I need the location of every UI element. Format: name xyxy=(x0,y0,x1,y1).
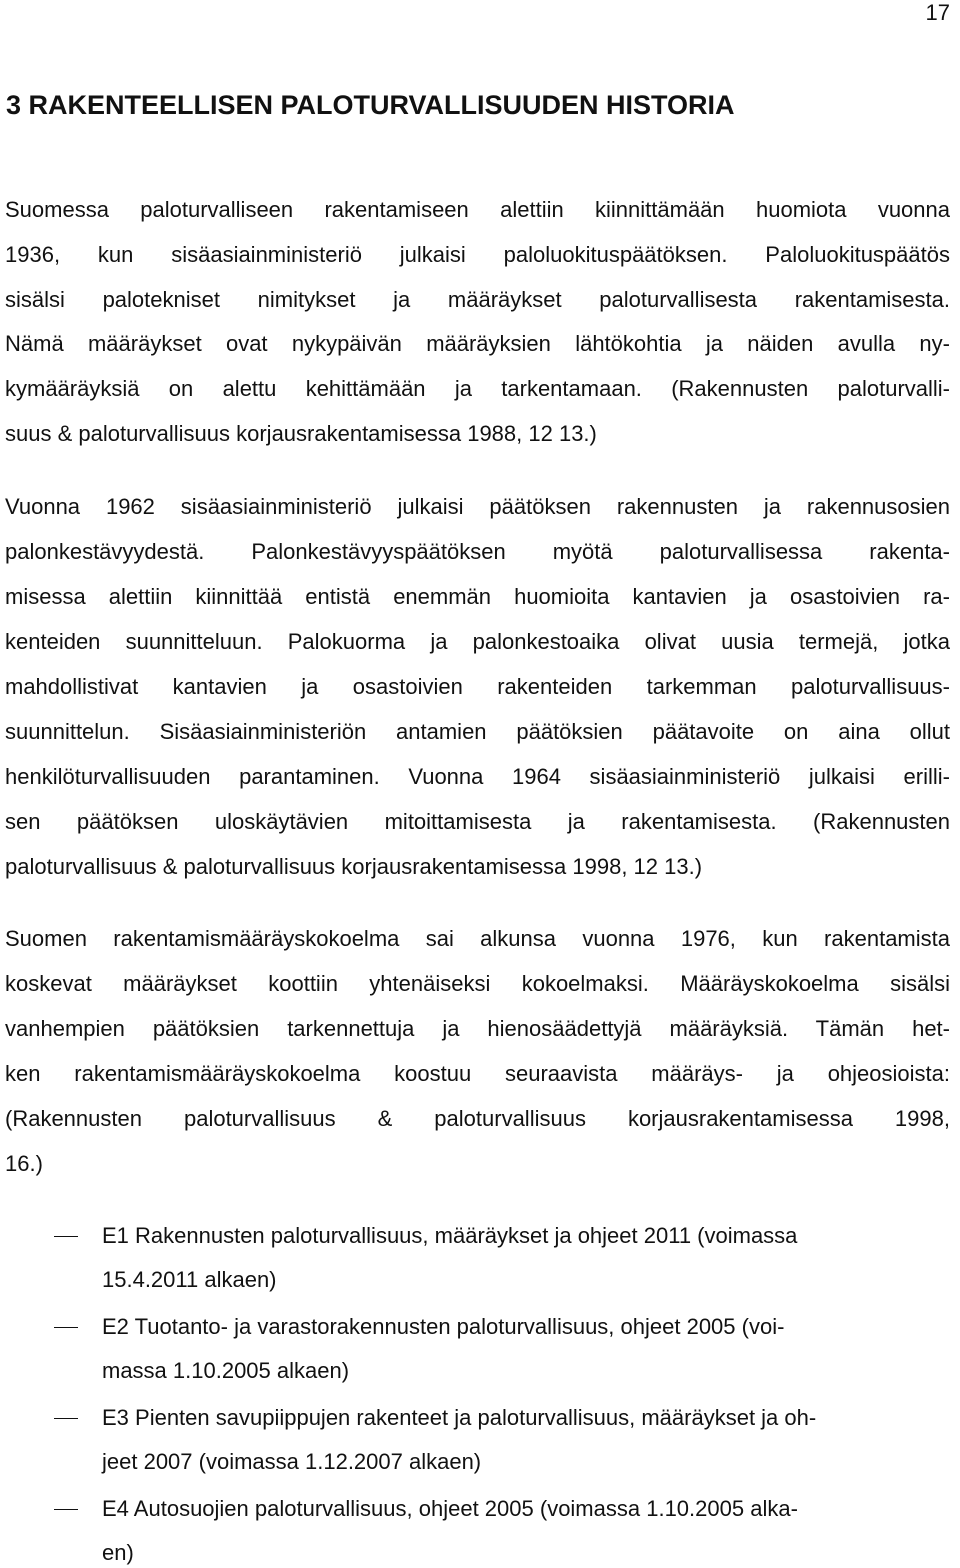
paragraph-line: suunnittelun. Sisäasiainministeriön antamien päätöksien päätavoite on aina ollut xyxy=(5,719,950,744)
paragraph-line: mahdollistivat kantavien ja osastoivien rakenteiden tarkemman paloturvallisuus- xyxy=(5,674,950,699)
paragraph-line: palonkestävyydestä. Palonkestävyyspäätöksen myötä paloturvallisessa rakenta- xyxy=(5,539,950,564)
paragraph-line: henkilöturvallisuuden parantaminen. Vuonna 1964 sisäasiainministeriö julkaisi erilli- xyxy=(5,764,950,789)
paragraph-line: Suomessa paloturvalliseen rakentamiseen alettiin kiinnittämään huomiota vuonna xyxy=(5,197,950,222)
dash-bullet-icon xyxy=(54,1509,78,1510)
paragraph-line: kymääräyksiä on alettu kehittämään ja tarkentamaan. (Rakennusten paloturvalli- xyxy=(5,376,950,401)
list-item-line: E2 Tuotanto- ja varastorakennusten paloturvallisuus, ohjeet 2005 (voi- xyxy=(102,1314,785,1339)
page-number: 17 xyxy=(925,0,950,25)
dash-bullet-icon xyxy=(54,1236,78,1237)
list-item-line: E1 Rakennusten paloturvallisuus, määräykset ja ohjeet 2011 (voimassa xyxy=(102,1223,798,1248)
list-item-line: en) xyxy=(102,1540,134,1565)
dash-bullet-icon xyxy=(54,1327,78,1328)
list-item-line: massa 1.10.2005 alkaen) xyxy=(102,1358,350,1383)
paragraph-line: kenteiden suunnitteluun. Palokuorma ja palonkestoaika olivat uusia termejä, jotka xyxy=(5,629,950,654)
paragraph-line: misessa alettiin kiinnittää entistä enemmän huomioita kantavien ja osastoivien ra- xyxy=(5,584,950,609)
paragraph-line: 1936, kun sisäasiainministeriö julkaisi paloluokituspäätöksen. Paloluokituspäätös xyxy=(5,242,950,267)
paragraph-line: paloturvallisuus & paloturvallisuus korjausrakentamisessa 1998, 12 13.) xyxy=(5,854,703,879)
paragraph-line: 16.) xyxy=(5,1151,43,1176)
paragraph-line: (Rakennusten paloturvallisuus & paloturvallisuus korjausrakentamisessa 1998, xyxy=(5,1106,950,1131)
paragraph-line: suus & paloturvallisuus korjausrakentamisessa 1988, 12 13.) xyxy=(5,421,597,446)
paragraph-line: sisälsi palotekniset nimitykset ja määräykset paloturvallisesta rakentamisesta. xyxy=(5,287,950,312)
paragraph-line: sen päätöksen uloskäytävien mitoittamisesta ja rakentamisesta. (Rakennusten xyxy=(5,809,950,834)
paragraph-line: ken rakentamismääräyskokoelma koostuu seuraavista määräys- ja ohjeosioista: xyxy=(5,1061,950,1086)
paragraph-line: Nämä määräykset ovat nykypäivän määräyksien lähtökohtia ja näiden avulla ny- xyxy=(5,331,950,356)
paragraph-line: koskevat määräykset koottiin yhtenäiseksi kokoelmaksi. Määräyskokoelma sisälsi xyxy=(5,971,950,996)
paragraph-line: vanhempien päätöksien tarkennettuja ja hienosäädettyjä määräyksiä. Tämän het- xyxy=(5,1016,950,1041)
paragraph-line: Vuonna 1962 sisäasiainministeriö julkaisi päätöksen rakennusten ja rakennusosien xyxy=(5,494,950,519)
list-item-line: E4 Autosuojien paloturvallisuus, ohjeet 2005 (voimassa 1.10.2005 alka- xyxy=(102,1496,798,1521)
chapter-heading: 3 RAKENTEELLISEN PALOTURVALLISUUDEN HISTORIA xyxy=(6,90,735,120)
paragraph-line: Suomen rakentamismääräyskokoelma sai alkunsa vuonna 1976, kun rakentamista xyxy=(5,926,950,951)
list-item-line: 15.4.2011 alkaen) xyxy=(102,1267,277,1292)
list-item-line: E3 Pienten savupiippujen rakenteet ja paloturvallisuus, määräykset ja oh- xyxy=(102,1405,817,1430)
list-item-line: jeet 2007 (voimassa 1.12.2007 alkaen) xyxy=(102,1449,482,1474)
dash-bullet-icon xyxy=(54,1418,78,1419)
